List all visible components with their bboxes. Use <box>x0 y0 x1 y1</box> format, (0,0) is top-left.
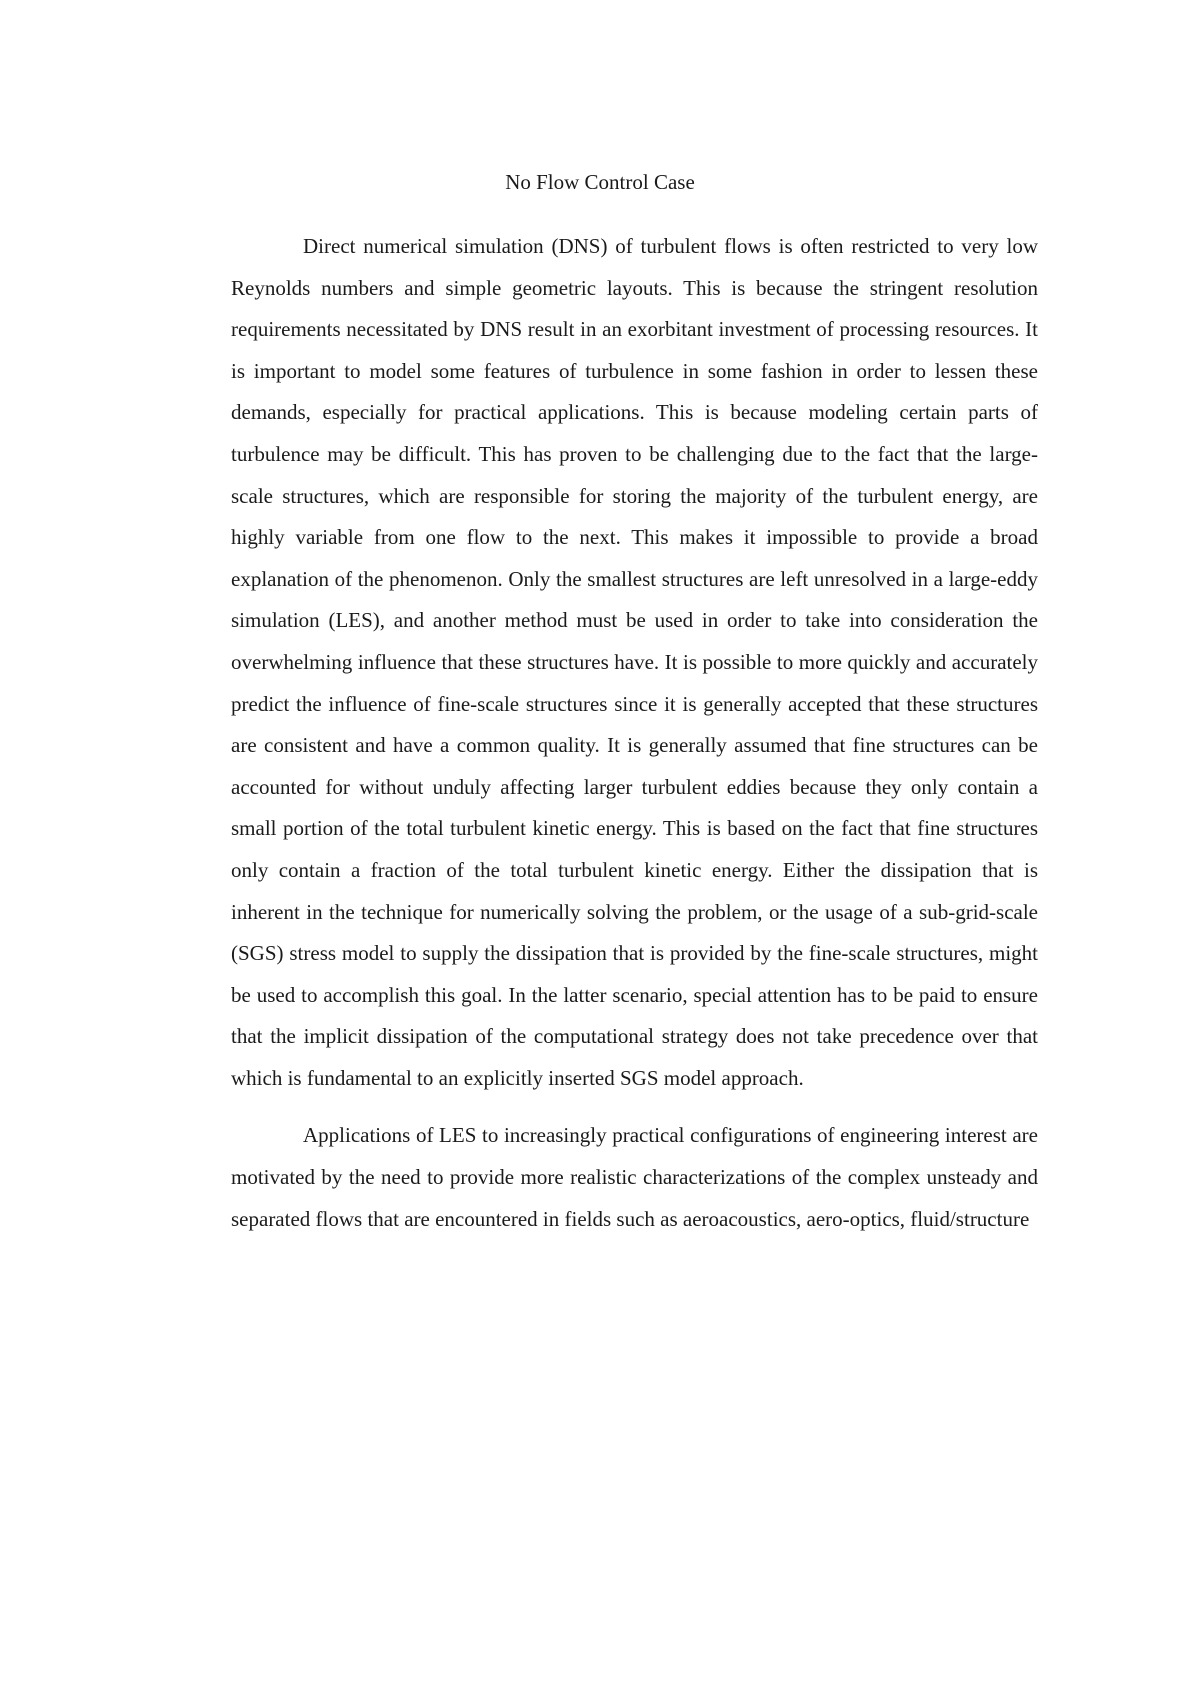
paragraph-applications: Applications of LES to increasingly practical configurations of engineering interest are motivated by the need to provide more realistic characterizations of the complex unsteady and separated flows that are encountered in fields such as aeroacoustics, aero-optics, fluid/structure <box>231 1123 1038 1231</box>
paragraph-dns-les: Direct numerical simulation (DNS) of turbulent flows is often restricted to very low Reynolds numbers and simple geometric layouts. This is because the stringent resolution requirements necessitated by DNS result in an exorbitant investment of processing resources. It is important to model some features of turbulence in some fashion in order to lessen these demands, especially for practical applications. This is because modeling certain parts of turbulence may be difficult. This has proven to be challenging due to the fact that the large-scale structures, which are responsible for storing the majority of the turbulent energy, are highly variable from one flow to the next. This makes it impossible to provide a broad explanation of the phenomenon. Only the smallest structures are left unresolved in a large-eddy simulation (LES), and another method must be used in order to take into consideration the overwhelming influence that these structures have. It is possible to more quickly and accurately predict the influence of fine-scale structures since it is generally accepted that these structures are consistent and have a common quality. It is generally assumed that fine structures can be accounted for without unduly affecting larger turbulent eddies because they only contain a small portion of the total turbulent kinetic energy. This is based on the fact that fine structures only contain a fraction of the total turbulent kinetic energy. Either the dissipation that is inherent in the technique for numerically solving the problem, or the usage of a sub-grid-scale (SGS) stress model to supply the dissipation that is provided by the fine-scale structures, might be used to accomplish this goal. In the latter scenario, special attention has to be paid to ensure that the implicit dissipation of the computational strategy does not take precedence over that which is fundamental to an explicitly inserted SGS model approach. <box>231 234 1038 1090</box>
body-text <box>231 226 1038 1240</box>
page-title: No Flow Control Case <box>505 170 695 194</box>
